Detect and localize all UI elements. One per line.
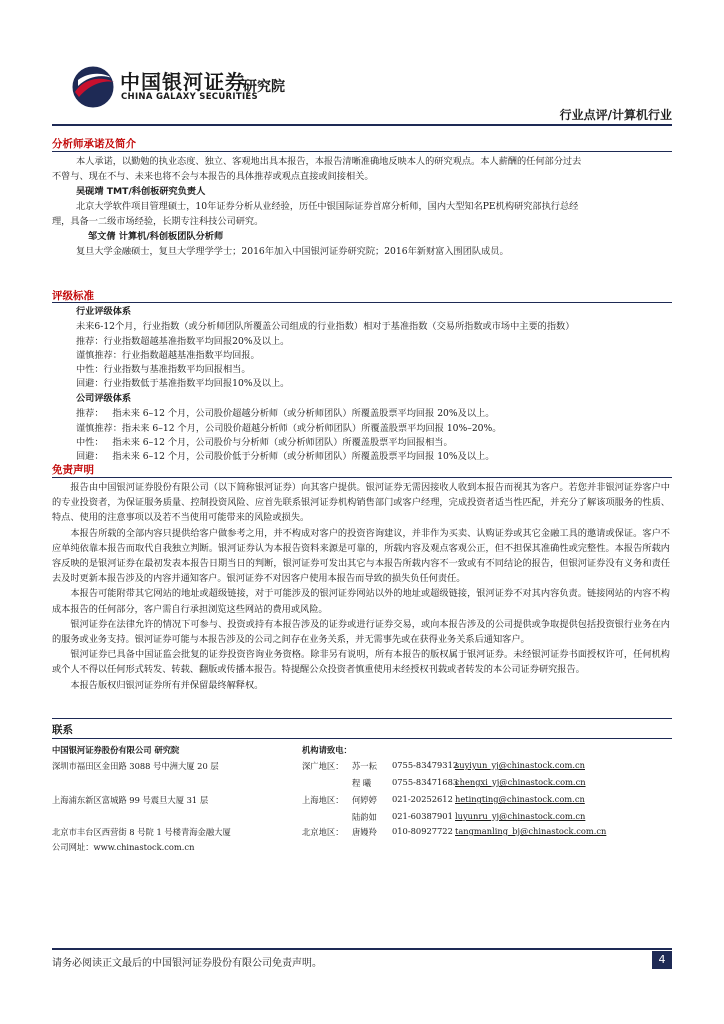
commitment-line-2: 不曾与、现在不与、未来也将不会与本报告的具体推荐或观点直接或间接相关。 <box>52 171 374 182</box>
contact-email-link[interactable]: tangmanling_bj@chinastock.com.cn <box>455 826 607 836</box>
section-divider <box>52 477 672 478</box>
company-rating-item: 谨慎推荐：指未来 6–12 个月，公司股价超越分析师（或分析师团队）所覆盖股票平均回报 10%–20%。 <box>76 423 502 434</box>
disclaimer-section-title: 免责声明 <box>52 464 94 476</box>
brand-name-en: CHINA GALAXY SECURITIES <box>121 92 258 102</box>
contact-phone: 010-80927722 <box>392 826 453 836</box>
commitment-line-1: 本人承诺，以勤勉的执业态度、独立、客观地出具本报告，本报告清晰准确地反映本人的研究观点。本人薪酬的任何部分过去 <box>76 156 582 167</box>
institution-call-label: 机构请致电： <box>302 745 352 755</box>
company-rating-title: 公司评级体系 <box>76 393 132 404</box>
company-rating-item: 回避： 指未来 6–12 个月，公司股价低于分析师（或分析师团队）所覆盖股票平均回报 10%及以上。 <box>76 451 495 462</box>
section-divider <box>52 718 672 719</box>
industry-rating-item: 回避：行业指数低于基准指数平均回报10%及以上。 <box>76 378 290 389</box>
company-name: 中国银河证券股份有限公司 研究院 <box>52 745 180 755</box>
contact-region: 上海地区： <box>302 795 344 805</box>
disclaimer-paragraph: 本报告可能附带其它网站的地址或超级链接，对于可能涉及的银河证券网站以外的地址或超级链接，银河证券不对其内容负责。链接网站的内容不构成本报告的任何部分，客户需自行承担浏览这些网站的费用或风险。 <box>52 588 670 615</box>
rating-section-title: 评级标准 <box>52 290 94 302</box>
page-number: 4 <box>652 951 672 969</box>
contact-name: 苏一耘 <box>352 761 377 771</box>
brand-name-cn: 中国银河证券 <box>120 70 246 94</box>
contact-phone: 021-20252612 <box>392 794 453 804</box>
contact-name: 唐嫚羚 <box>352 827 377 837</box>
disclaimer-paragraph: 本报告版权归银河证券所有并保留最终解释权。 <box>70 679 264 691</box>
disclaimer-paragraph: 银河证券已具备中国证监会批复的证券投资咨询业务资格。除非另有说明，所有本报告的版权属于银河证券。未经银河证券书面授权许可，任何机构或个人不得以任何形式转发、转载、翻版或传播本报告。特提醒公众投资者慎重使用未经授权刊载或者转发的本公司证券研究报告。 <box>52 649 670 676</box>
contact-email-link[interactable]: chengxi_yj@chinastock.com.cn <box>455 777 586 787</box>
address-shenzhen: 深圳市福田区金田路 3088 号中洲大厦 20 层 <box>52 761 219 771</box>
company-rating-item: 推荐： 指未来 6–12 个月，公司股价超越分析师（或分析师团队）所覆盖股票平均回报 20%及以上。 <box>76 408 495 419</box>
contact-name: 何婷婷 <box>352 795 377 805</box>
analyst-section-title: 分析师承诺及简介 <box>52 138 136 150</box>
analyst-1-bio-line-1: 北京大学软件项目管理硕士，10年证券分析从业经验，历任中银国际证券首席分析师，国内大型知名PE机构研究部执行总经 <box>76 201 579 212</box>
contact-phone: 0755-83479312 <box>392 760 459 770</box>
address-beijing: 北京市丰台区西营街 8 号院 1 号楼青海金融大厦 <box>52 827 231 837</box>
contact-phone: 0755-83471683 <box>392 777 459 787</box>
disclaimer-paragraph: 银河证券在法律允许的情况下可参与、投资或持有本报告涉及的证券或进行证券交易，或向本报告涉及的公司提供或争取提供包括投资银行业务在内的服务或业务支持。银河证券可能与本报告涉及的公司之间存在业务关系，并无需事先或在获得业务关系后通知客户。 <box>52 618 670 646</box>
industry-rating-title: 行业评级体系 <box>76 306 132 317</box>
contact-region: 北京地区： <box>302 827 344 837</box>
contact-email-link[interactable]: suyiyun_yj@chinastock.com.cn <box>455 760 585 770</box>
company-website[interactable]: 公司网址：www.chinastock.com.cn <box>52 842 195 852</box>
analyst-1-name: 吴砚靖 TMT/科创板研究负责人 <box>76 186 206 197</box>
industry-rating-item: 谨慎推荐：行业指数超越基准指数平均回报。 <box>76 350 260 361</box>
section-divider <box>52 151 672 152</box>
industry-rating-desc: 未来6-12个月，行业指数（或分析师团队所覆盖公司组成的行业指数）相对于基准指数（交易所指数或市场中主要的指数） <box>76 321 575 332</box>
disclaimer-paragraph: 报告由中国银河证券股份有限公司（以下简称银河证券）向其客户提供。银河证券无需因接收人收到本报告而视其为客户。若您并非银河证券客户中的专业投资者，为保证服务质量、控制投资风险、应首先联系银河证券机构销售部门或客户经理，完成投资者适当性匹配，并充分了解该项服务的性质、特点、使用的注意事项以及若不当使用可能带来的风险或损失。 <box>52 482 670 524</box>
section-divider <box>52 302 672 303</box>
disclaimer-body <box>52 480 670 693</box>
address-shanghai: 上海浦东新区富城路 99 号震旦大厦 31 层 <box>52 795 209 805</box>
company-rating-item: 中性： 指未来 6–12 个月，公司股价与分析师（或分析师团队）所覆盖股票平均回报相当。 <box>76 437 453 448</box>
analyst-2-name: 邹文倩 计算机/科创板团队分析师 <box>88 231 224 242</box>
contact-name: 程 曦 <box>352 778 372 788</box>
galaxy-logo <box>70 64 116 110</box>
analyst-1-bio-line-2: 理，具备一二级市场经验，长期专注科技公司研究。 <box>52 216 264 227</box>
industry-rating-item: 中性：行业指数与基准指数平均回报相当。 <box>76 364 251 375</box>
report-category: 行业点评/计算机行业 <box>559 108 672 122</box>
brand-institute: 研究院 <box>243 79 285 95</box>
footer-disclaimer: 请务必阅读正文最后的中国银河证券股份有限公司免责声明。 <box>52 958 322 969</box>
industry-rating-item: 推荐：行业指数超越基准指数平均回报20%及以上。 <box>76 336 290 347</box>
disclaimer-paragraph: 本报告所载的全部内容只提供给客户做参考之用，并不构成对客户的投资咨询建议，并非作为买卖、认购证券或其它金融工具的邀请或保证。客户不应单纯依靠本报告而取代自我独立判断。银河证券认为本报告资料来源是可靠的，所载内容及观点客观公正，但不担保其准确性或完整性。本报告所载内容反映的是银河证券在最初发表本报告日期当日的判断，银河证券可发出其它与本报告所载内容不一致或有不同结论的报告，但银河证券没有义务和责任去及时更新本报告涉及的内容并通知客户。银河证券不对因客户使用本报告而导致的损失负任何责任。 <box>52 527 670 585</box>
contact-email-link[interactable]: hetingting@chinastock.com.cn <box>455 794 585 804</box>
contact-name: 陆韵如 <box>352 812 377 822</box>
analyst-2-bio: 复旦大学金融硕士，复旦大学理学学士；2016年加入中国银河证券研究院；2016年新财富入围团队成员。 <box>76 246 509 257</box>
header-divider <box>52 124 672 126</box>
section-divider <box>52 738 672 739</box>
contact-section-title: 联系 <box>52 724 73 736</box>
contact-email-link[interactable]: luyunru_yj@chinastock.com.cn <box>455 811 586 821</box>
contact-region: 深广地区： <box>302 761 344 771</box>
contact-phone: 021-60387901 <box>392 811 453 821</box>
footer-divider <box>52 948 672 950</box>
